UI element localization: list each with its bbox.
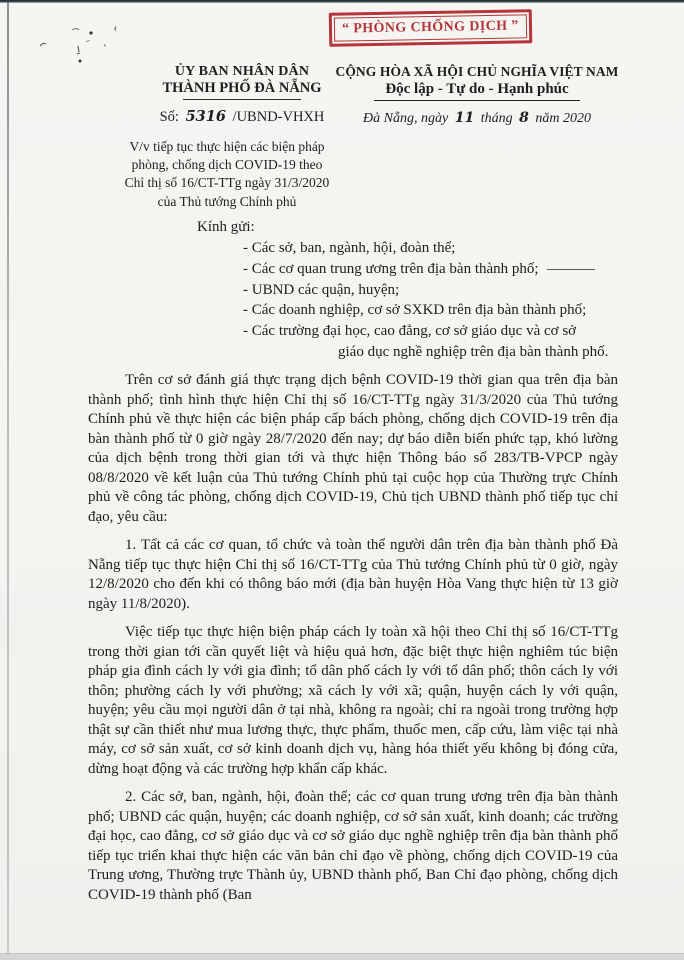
body-paragraph-distancing: Việc tiếp tục thực hiện biện pháp cách ly toàn xã hội theo Chỉ thị số 16/CT-TTg trong thời gian tới cần quyết liệt và hiệu quả hơn, đặc biệt thực hiện nghiêm túc biện pháp gia đình cách ly với gia đình; tổ dân phố cách ly với tổ dân phố; thôn cách ly với thôn; phường cách ly với phường; xã cách ly với xã; quận, huyện cách ly với quận, huyện; yêu cầu mọi người dân ở tại nhà, không ra ngoài; chỉ ra ngoài trong trường hợp thật sự cần thiết như mua lương thực, thực phẩm, thuốc men, cấp cứu, làm việc tại nhà máy, cơ sở sản xuất, cơ sở kinh doanh dịch vụ, hàng hóa thiết yếu không bị đóng cửa, dừng hoạt động và các trường hợp khẩn cấp khác. (88, 624, 618, 777)
motto-underline (374, 100, 580, 101)
doc-number-suffix: /UBND-VHXH (232, 109, 325, 125)
document-subject (88, 138, 366, 211)
country-name: CỘNG HÒA XÃ HỘI CHỦ NGHĨA VIỆT NAM (335, 64, 619, 79)
doc-number-label: Số: (159, 109, 179, 125)
recipient-line-continuation: giáo dục nghề nghiệp trên địa bàn thành phố. (338, 343, 609, 360)
national-header (316, 64, 638, 127)
scan-edge-left (7, 0, 9, 960)
subject-line: của Thủ tướng Chính phủ (157, 193, 297, 209)
trailing-dash-line (547, 269, 595, 270)
doc-number-handwritten: 5316 (185, 108, 226, 125)
org-name-line1: ỦY BAN NHÂN DÂN (174, 64, 310, 79)
recipients-list (243, 238, 608, 363)
org-name-line2: THÀNH PHỐ ĐÀ NẴNG (162, 80, 322, 96)
recipient-line-text: - Các cơ quan trung ương trên địa bàn thành phố; (243, 260, 539, 277)
national-motto: Độc lập - Tự do - Hạnh phúc (385, 81, 569, 97)
subject-line: Chỉ thị số 16/CT-TTg ngày 31/3/2020 (124, 175, 330, 191)
stamp-text: “ PHÒNG CHỐNG DỊCH ” (334, 14, 527, 41)
recipient-line: - Các doanh nghiệp, cơ sở SXKD trên địa bàn thành phố; (243, 302, 587, 319)
date-suffix: năm 2020 (535, 111, 591, 126)
stamp-outer-border (329, 9, 532, 47)
scan-edge-bottom (0, 953, 684, 960)
org-underline (183, 99, 301, 100)
scan-edge-top (0, 0, 684, 3)
document-body (88, 371, 618, 914)
date-prefix: Đà Nẵng, ngày (363, 111, 449, 126)
pen-scribble-marks (28, 18, 158, 68)
body-paragraph-intro: Trên cơ sở đánh giá thực trạng dịch bệnh COVID-19 thời gian qua trên địa bàn thành phố; tình hình thực hiện Chỉ thị số 16/CT-TTg ngày 31/3/2020 của Thủ tướng Chính phủ về thực hiện các biện pháp cấp bách phòng, chống dịch COVID-19 trên địa bàn thành phố từ 0 giờ ngày 28/7/2020 đến nay; dự báo diễn biến phức tạp, khó lường của dịch bệnh trong thời gian tới và thực hiện Thông báo số 283/TB-VPCP ngày 08/8/2020 về kết luận của Thủ tướng Chính phủ tại cuộc họp của Thường trực Chính phủ về công tác phòng, chống dịch COVID-19, Chủ tịch UBND thành phố tiếp tục chỉ đạo, yêu cầu: (88, 372, 618, 525)
subject-line: V/v tiếp tục thực hiện các biện pháp (129, 139, 325, 154)
recipient-line: - Các trường đại học, cao đẳng, cơ sở giáo dục và cơ sở (243, 323, 577, 340)
recipient-line: - Các sở, ban, ngành, hội, đoàn thể; (243, 240, 456, 256)
phong-chong-dich-stamp (329, 9, 532, 47)
subject-line: phòng, chống dịch COVID-19 theo (131, 157, 323, 173)
date-line (316, 110, 638, 127)
body-paragraph-item-2: 2. Các sở, ban, ngành, hội, đoàn thể; các cơ quan trung ương trên địa bàn thành phố; UBND các quận, huyện; các doanh nghiệp, cơ sở sản xuất, kinh doanh; các trường đại học, cao đẳng, cơ sở giáo dục và cơ sở giáo dục nghề nghiệp trên địa bàn thành phố tiếp tục triển khai thực hiện các văn bản chỉ đạo về phòng, chống dịch COVID-19 của Trung ương, Thường trực Thành ủy, UBND thành phố, Ban Chỉ đạo phòng, chống dịch COVID-19 thành phố (Ban (88, 789, 618, 903)
recipient-line: - UBND các quận, huyện; (243, 281, 400, 298)
date-mid: tháng (480, 111, 513, 126)
salutation-block (197, 219, 608, 363)
recipient-line (243, 259, 608, 280)
salutation-label: Kính gửi: (197, 219, 255, 235)
date-month-handwritten: 8 (519, 110, 529, 126)
body-paragraph-item-1: 1. Tất cả các cơ quan, tổ chức và toàn thể người dân trên địa bàn thành phố Đà Nẵng tiếp tục thực hiện Chỉ thị số 16/CT-TTg của Thủ tướng Chính phủ từ 0 giờ, ngày 12/8/2020 cho đến khi có thông báo mới (địa bàn huyện Hòa Vang thực hiện từ 13 giờ ngày 11/8/2020). (88, 537, 618, 612)
date-day-handwritten: 11 (454, 110, 475, 126)
